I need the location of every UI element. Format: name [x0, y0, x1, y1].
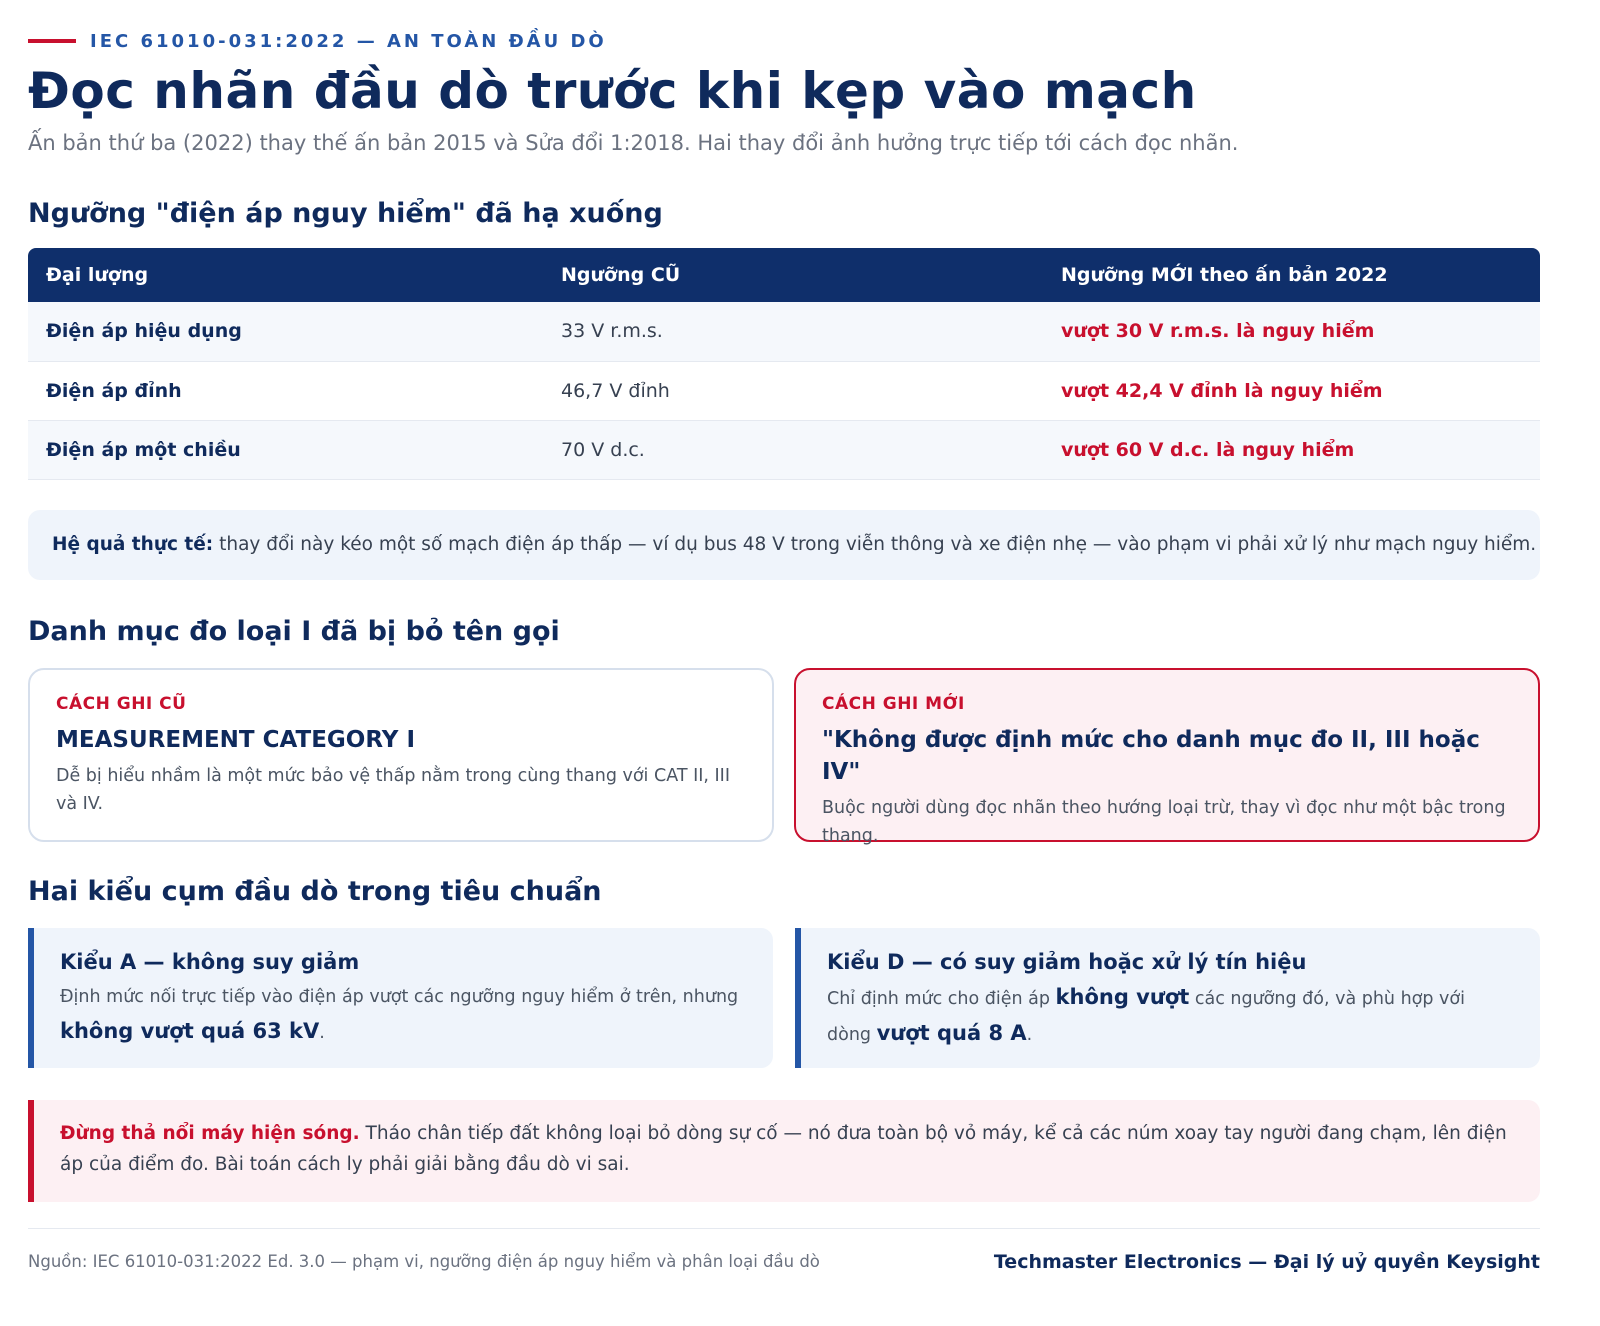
table-row: [28, 361, 1540, 420]
type-a-title: Kiểu A — không suy giảm: [60, 949, 360, 974]
type-d-card: [795, 928, 1540, 1068]
table-row: [28, 420, 1540, 479]
card-label: CÁCH GHI CŨ: [56, 693, 187, 714]
old-threshold-cell: 33 V r.m.s.: [543, 302, 1043, 361]
thresholds-heading: Ngưỡng "điện áp nguy hiểm" đã hạ xuống: [28, 198, 663, 229]
column-header-new: Ngưỡng MỚI theo ấn bản 2022: [1043, 248, 1540, 302]
table-row: [28, 302, 1540, 361]
type-d-desc-emphasis-2: vượt quá 8 A: [876, 1020, 1027, 1045]
column-header-quantity: Đại lượng: [28, 248, 543, 302]
new-threshold-cell: vượt 60 V d.c. là nguy hiểm: [1043, 420, 1540, 479]
category-heading: Danh mục đo loại I đã bị bỏ tên gọi: [28, 615, 560, 647]
card-description: Dễ bị hiểu nhầm là một mức bảo vệ thấp nằm trong cùng thang với CAT II, III và IV.: [56, 765, 730, 814]
eyebrow-text: IEC 61010-031:2022 — AN TOÀN ĐẦU DÒ: [90, 30, 607, 52]
card-title: MEASUREMENT CATEGORY I: [56, 726, 416, 753]
eyebrow-accent-line: [28, 39, 76, 43]
old-labeling-card: [28, 668, 774, 842]
note-bold-label: Hệ quả thực tế:: [52, 534, 214, 555]
probe-types-heading: Hai kiểu cụm đầu dò trong tiêu chuẩn: [28, 875, 602, 907]
warning-callout: [28, 1100, 1540, 1202]
type-d-desc-text-2: các ngưỡng đó, và phù hợp với dòng: [827, 988, 1465, 1045]
footer: [28, 1228, 1540, 1292]
type-d-title: Kiểu D — có suy giảm hoặc xử lý tín hiệu: [827, 949, 1307, 974]
card-label: CÁCH GHI MỚI: [822, 693, 965, 714]
quantity-cell: Điện áp hiệu dụng: [28, 302, 543, 361]
type-a-desc-emphasis: không vượt quá 63 kV: [60, 1018, 320, 1043]
source-note: Nguồn: IEC 61010-031:2022 Ed. 3.0 — phạm vi, ngưỡng điện áp nguy hiểm và phân loại đầu dò: [28, 1252, 820, 1271]
type-a-description: [60, 980, 747, 1050]
type-a-desc-end: .: [319, 1022, 325, 1043]
type-d-description: [827, 980, 1514, 1052]
page-title: Đọc nhãn đầu dò trước khi kẹp vào mạch: [28, 62, 1197, 120]
card-description: Buộc người dùng đọc nhãn theo hướng loại trừ, thay vì đọc như một bậc trong thang.: [822, 797, 1506, 846]
category-cards: [28, 668, 1540, 846]
brand-credit: Techmaster Electronics — Đại lý uỷ quyền Keysight: [993, 1250, 1540, 1273]
new-threshold-cell: vượt 42,4 V đỉnh là nguy hiểm: [1043, 361, 1540, 420]
new-labeling-card: [794, 668, 1540, 846]
old-threshold-cell: 46,7 V đỉnh: [543, 361, 1043, 420]
thresholds-table: [28, 248, 1540, 480]
type-a-desc-text: Định mức nối trực tiếp vào điện áp vượt các ngưỡng nguy hiểm ở trên, nhưng: [60, 986, 739, 1007]
quantity-cell: Điện áp đỉnh: [28, 361, 543, 420]
page-subtitle: Ấn bản thứ ba (2022) thay thế ấn bản 2015 và Sửa đổi 1:2018. Hai thay đổi ảnh hưởng trực tiếp tới cách đọc nhãn.: [28, 131, 1239, 155]
type-a-card: [28, 928, 773, 1068]
table-header-row: [28, 248, 1540, 302]
warning-bold: Đừng thả nổi máy hiện sóng.: [60, 1122, 360, 1144]
new-threshold-cell: vượt 30 V r.m.s. là nguy hiểm: [1043, 302, 1540, 361]
quantity-cell: Điện áp một chiều: [28, 420, 543, 479]
type-d-desc-end: .: [1026, 1024, 1033, 1045]
practical-consequence-note: [28, 510, 1540, 580]
card-title: "Không được định mức cho danh mục đo II, III hoặc IV": [822, 726, 1480, 785]
warning-text: Tháo chân tiếp đất không loại bỏ dòng sự cố — nó đưa toàn bộ vỏ máy, kể cả các núm xoay tay người đang chạm, lên điện áp của điểm đo. Bài toán cách ly phải giải bằng đầu dò vi sai.: [60, 1122, 1507, 1175]
probe-types: [28, 928, 1540, 1068]
note-text: thay đổi này kéo một số mạch điện áp thấp — ví dụ bus 48 V trong viễn thông và xe điện nhẹ — vào phạm vi phải xử lý như mạch nguy hiểm.: [213, 534, 1537, 555]
type-d-desc-emphasis: không vượt: [1055, 984, 1190, 1009]
type-d-desc-text: Chỉ định mức cho điện áp: [827, 988, 1056, 1009]
eyebrow: [28, 28, 1540, 54]
column-header-old: Ngưỡng CŨ: [543, 248, 1043, 302]
page-content: [28, 28, 1540, 1202]
old-threshold-cell: 70 V d.c.: [543, 420, 1043, 479]
